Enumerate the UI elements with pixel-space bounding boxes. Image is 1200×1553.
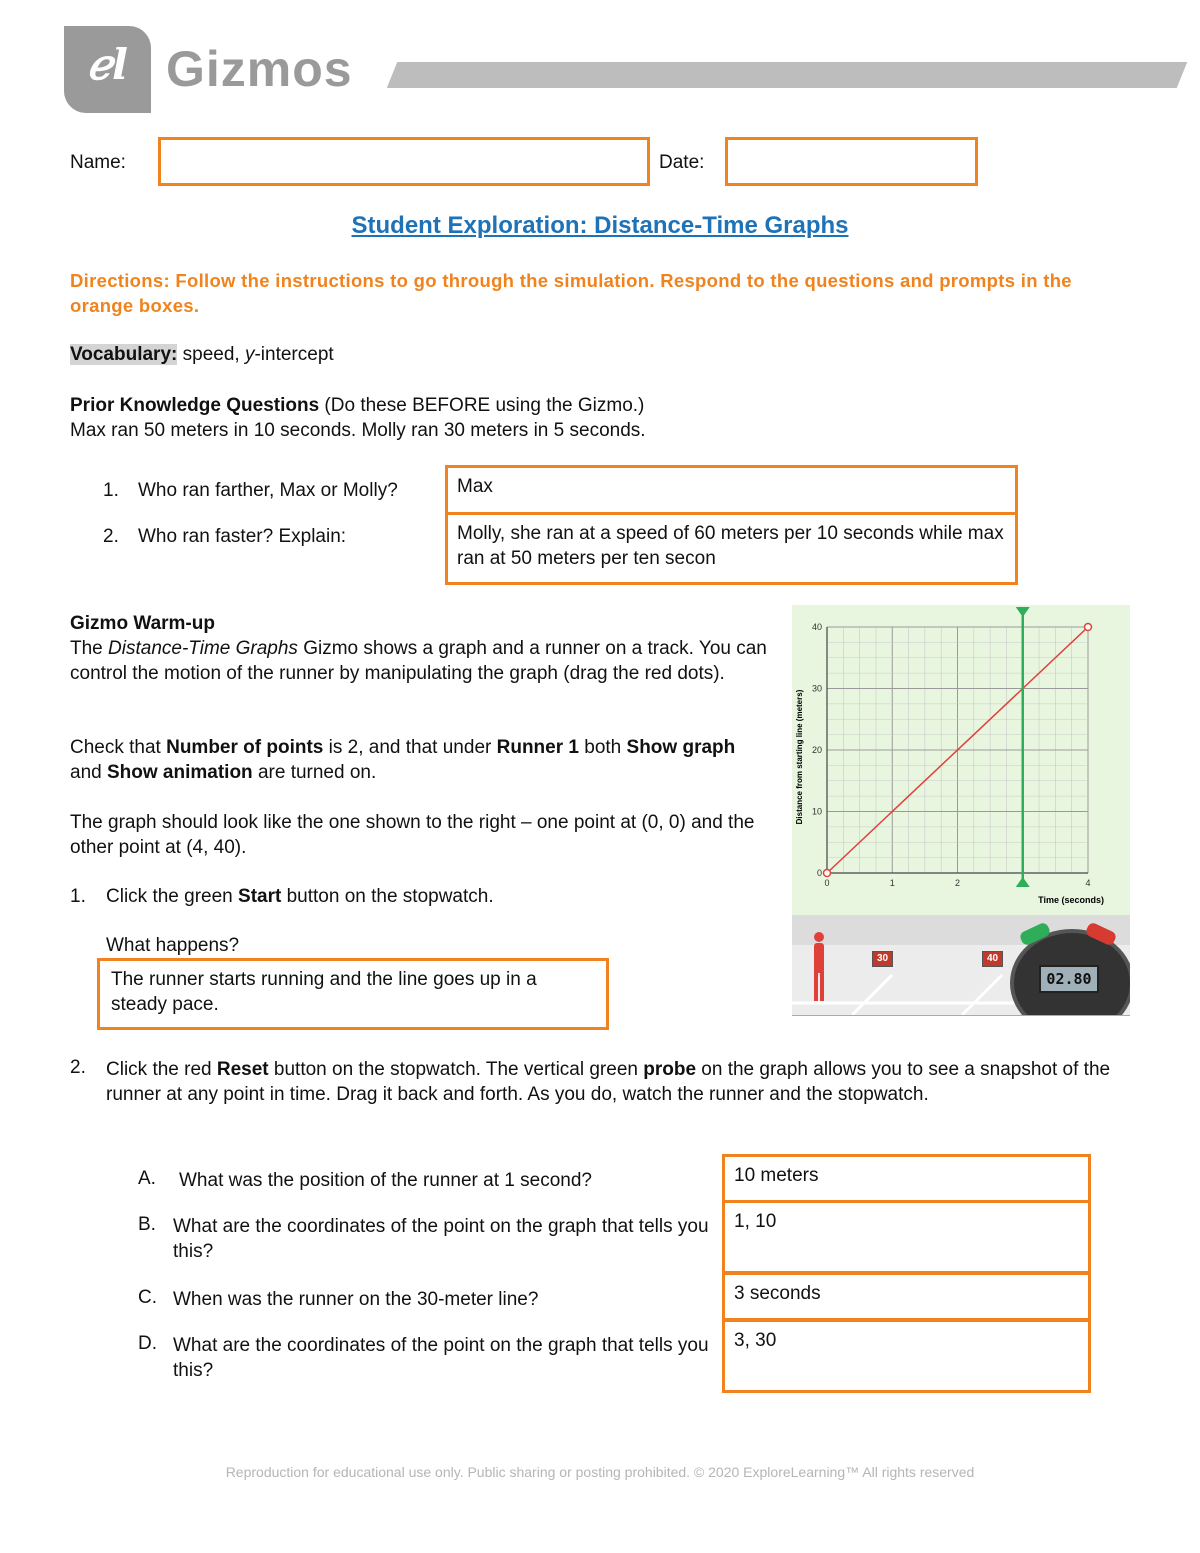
step2-d: probe (643, 1059, 697, 1080)
x-tick-label: 0 (824, 878, 830, 888)
p2-7: Show animation (106, 762, 253, 783)
warmup-intro (70, 611, 770, 686)
prior-knowledge (70, 393, 970, 443)
q2-text: Who ran faster? Explain: (138, 526, 347, 547)
warmup-p1-italic: Distance-Time Graphs (108, 638, 298, 659)
step2-a: Click the red (106, 1059, 217, 1080)
data-point-start[interactable] (824, 870, 831, 877)
y-tick-label: 40 (811, 622, 822, 632)
sub-d-text: What are the coordinates of the point on the graph that tells you this? (173, 1335, 709, 1381)
step2-b: Reset (216, 1059, 269, 1080)
logo-icon: ℯl (87, 40, 128, 89)
p2-3: Runner 1 (496, 737, 579, 758)
warmup-graph-note: The graph should look like the one shown to the right – one point at (0, 0) and the other point at (4, 40). (70, 812, 755, 858)
p2-0: Check that (70, 737, 167, 758)
y-tick-label: 10 (811, 806, 822, 817)
sub-b-answer[interactable]: 1, 10 (722, 1200, 1091, 1274)
p2-6: and (70, 762, 107, 783)
stopwatch-display: 02.80 (1039, 965, 1099, 993)
q2-number: 2. (103, 526, 119, 547)
q1-number: 1. (103, 480, 119, 501)
p2-8: are turned on. (252, 762, 377, 783)
sub-d-letter: D. (138, 1333, 157, 1354)
q1-answer[interactable]: Max (445, 465, 1018, 515)
track-mark-1 (852, 975, 892, 1015)
y-axis-label: Distance from starting line (meters) (795, 689, 804, 825)
runner-track (792, 915, 1130, 1016)
prior-intro: Max ran 50 meters in 10 seconds. Molly ran 30 meters in 5 seconds. (70, 420, 646, 441)
footer: Reproduction for educational use only. Public sharing or posting prohibited. © 2020 ExploreLearning™ All rights reserved (225, 1464, 975, 1480)
vocabulary-label: Vocabulary: (70, 344, 178, 365)
y-tick-label: 30 (811, 683, 822, 694)
sub-a-answer[interactable]: 10 meters (722, 1154, 1091, 1203)
sub-c-text: When was the runner on the 30-meter line? (173, 1289, 539, 1310)
step1-a: Click the green (106, 886, 239, 907)
sub-a-letter: A. (138, 1168, 156, 1189)
header-bar (387, 62, 1188, 88)
graph-background (792, 605, 1130, 915)
p2-5: Show graph (626, 737, 736, 758)
warmup-p1-a: The (70, 638, 109, 659)
date-label: Date: (659, 152, 705, 173)
y-tick-label: 0 (816, 868, 822, 878)
track-mark-2 (962, 975, 1002, 1015)
p2-1: Number of points (166, 737, 324, 758)
name-field[interactable] (158, 137, 650, 186)
x-tick-label: 1 (889, 878, 895, 888)
step1-text (106, 886, 494, 908)
data-point-end[interactable] (1085, 624, 1092, 631)
q1-text: Who ran farther, Max or Molly? (138, 480, 398, 501)
prior-note: (Do these BEFORE using the Gizmo.) (319, 395, 645, 416)
prior-heading: Prior Knowledge Questions (70, 395, 320, 416)
q2-answer[interactable]: Molly, she ran at a speed of 60 meters per 10 seconds while max ran at 50 meters per ten secon (445, 512, 1018, 585)
date-field[interactable] (725, 137, 978, 186)
name-label: Name: (70, 152, 126, 173)
sub-d-answer[interactable]: 3, 30 (722, 1319, 1091, 1393)
vocabulary (70, 342, 334, 367)
y-tick-label: 20 (811, 745, 822, 755)
warmup-check (70, 735, 770, 785)
step1-answer[interactable]: The runner starts running and the line goes up in a steady pace. (97, 958, 609, 1030)
sub-a-text: What was the position of the runner at 1 second? (179, 1170, 592, 1191)
step2-number: 2. (70, 1057, 86, 1078)
step2-c: button on the stopwatch. The vertical green (268, 1059, 644, 1080)
warmup-heading: Gizmo Warm-up (70, 613, 215, 634)
step1-b: Start (238, 886, 282, 907)
x-tick-label: 2 (954, 878, 961, 888)
sub-c-answer[interactable]: 3 seconds (722, 1272, 1091, 1321)
what-happens-label: What happens? (106, 935, 240, 956)
sub-c-letter: C. (138, 1287, 157, 1308)
warmup-p1-b: Gizmo shows a graph and a runner on a track. You can control the motion of the runner by manipulating the graph (drag the red dots). (70, 638, 767, 684)
vocabulary-italic: y (244, 344, 255, 365)
vocabulary-text: speed, (177, 344, 245, 365)
p2-2: is 2, and that under (323, 737, 497, 758)
sub-b-letter: B. (138, 1214, 156, 1235)
marker-40: 40 (982, 951, 1003, 967)
x-tick-label: 4 (1085, 878, 1091, 888)
sub-b-text: What are the coordinates of the point on the graph that tells you this? (173, 1216, 709, 1262)
vocabulary-text2: -intercept (254, 344, 334, 365)
page-title: Student Exploration: Distance-Time Graphs (351, 212, 849, 239)
step1-c: button on the stopwatch. (281, 886, 494, 907)
x-axis-label: Time (seconds) (1038, 895, 1104, 905)
distance-time-graph (792, 605, 1130, 915)
step2-text (106, 1057, 1116, 1107)
step2-e: on the graph allows you to see a snapshot of the runner at any point in time. Drag it back and forth. As you do, watch the runner and the stopwatch. (106, 1059, 1111, 1105)
p2-4: both (578, 737, 627, 758)
directions: Directions: Follow the instructions to go through the simulation. Respond to the questions and prompts in the orange boxes. (70, 270, 1072, 316)
step1-number: 1. (70, 886, 86, 907)
brand-name: Gizmos (166, 41, 353, 97)
marker-30: 30 (872, 951, 893, 967)
